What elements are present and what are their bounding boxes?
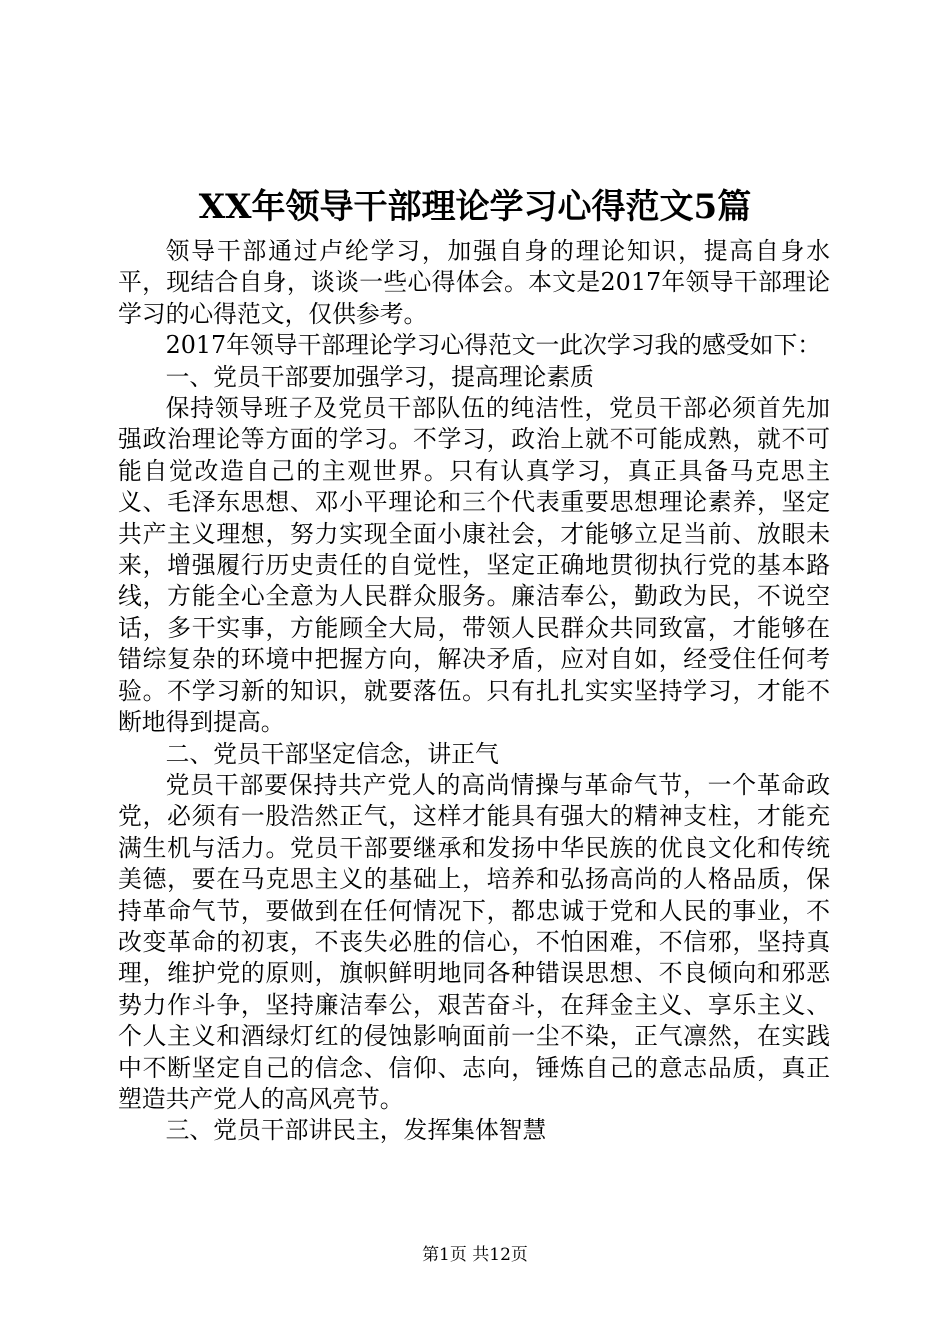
document-body xyxy=(118,236,830,1147)
document-title: XX年领导干部理论学习心得范文5篇 xyxy=(198,187,752,227)
intro-paragraph: 领导干部通过卢纶学习，加强自身的理论知识，提高自身水平，现结合自身，谈谈一些心得体会。本文是2017年领导干部理论学习的心得范文，仅供参考。 xyxy=(118,237,830,328)
section-body-1: 保持领导班子及党员干部队伍的纯洁性，党员干部必须首先加强政治理论等方面的学习。不学习，政治上就不可能成熟，就不可能自觉改造自己的主观世界。只有认真学习，真正具备马克思主义、毛泽东思想、邓小平理论和三个代表重要思想理论素养，坚定共产主义理想，努力实现全面小康社会，才能够立足当前、放眼未来，增强履行历史责任的自觉性，坚定正确地贯彻执行党的基本路线，方能全心全意为人民群众服务。廉洁奉公，勤政为民，不说空话，多干实事，方能顾全大局，带领人民群众共同致富，才能够在错综复杂的环境中把握方向，解决矛盾，应对自如，经受住任何考验。不学习新的知识，就要落伍。只有扎扎实实坚持学习，才能不断地得到提高。 xyxy=(118,394,830,737)
section-body-2: 党员干部要保持共产党人的高尚情操与革命气节，一个革命政党，必须有一股浩然正气，这样才能具有强大的精神支柱，才能充满生机与活力。党员干部要继承和发扬中华民族的优良文化和传统美德，要在马克思主义的基础上，培养和弘扬高尚的人格品质，保持革命气节，要做到在任何情况下，都忠诚于党和人民的事业，不改变革命的初衷，不丧失必胜的信心，不怕困难，不信邪，坚持真理，维护党的原则，旗帜鲜明地同各种错误思想、不良倾向和邪恶势力作斗争，坚持廉洁奉公，艰苦奋斗，在拜金主义、享乐主义、个人主义和酒绿灯红的侵蚀影响面前一尘不染，正气凛然，在实践中不断坚定自己的信念、信仰、志向，锤炼自己的意志品质，真正塑造共产党人的高风亮节。 xyxy=(118,770,830,1113)
section-heading-1: 一、党员干部要加强学习，提高理论素质 xyxy=(165,362,594,391)
page-footer: 第1页 共12页 xyxy=(422,1245,528,1265)
section-heading-2: 二、党员干部坚定信念，讲正气 xyxy=(165,739,499,768)
paragraph-lead: 2017年领导干部理论学习心得范文一此次学习我的感受如下： xyxy=(165,331,822,360)
section-heading-3: 三、党员干部讲民主，发挥集体智慧 xyxy=(165,1116,547,1145)
